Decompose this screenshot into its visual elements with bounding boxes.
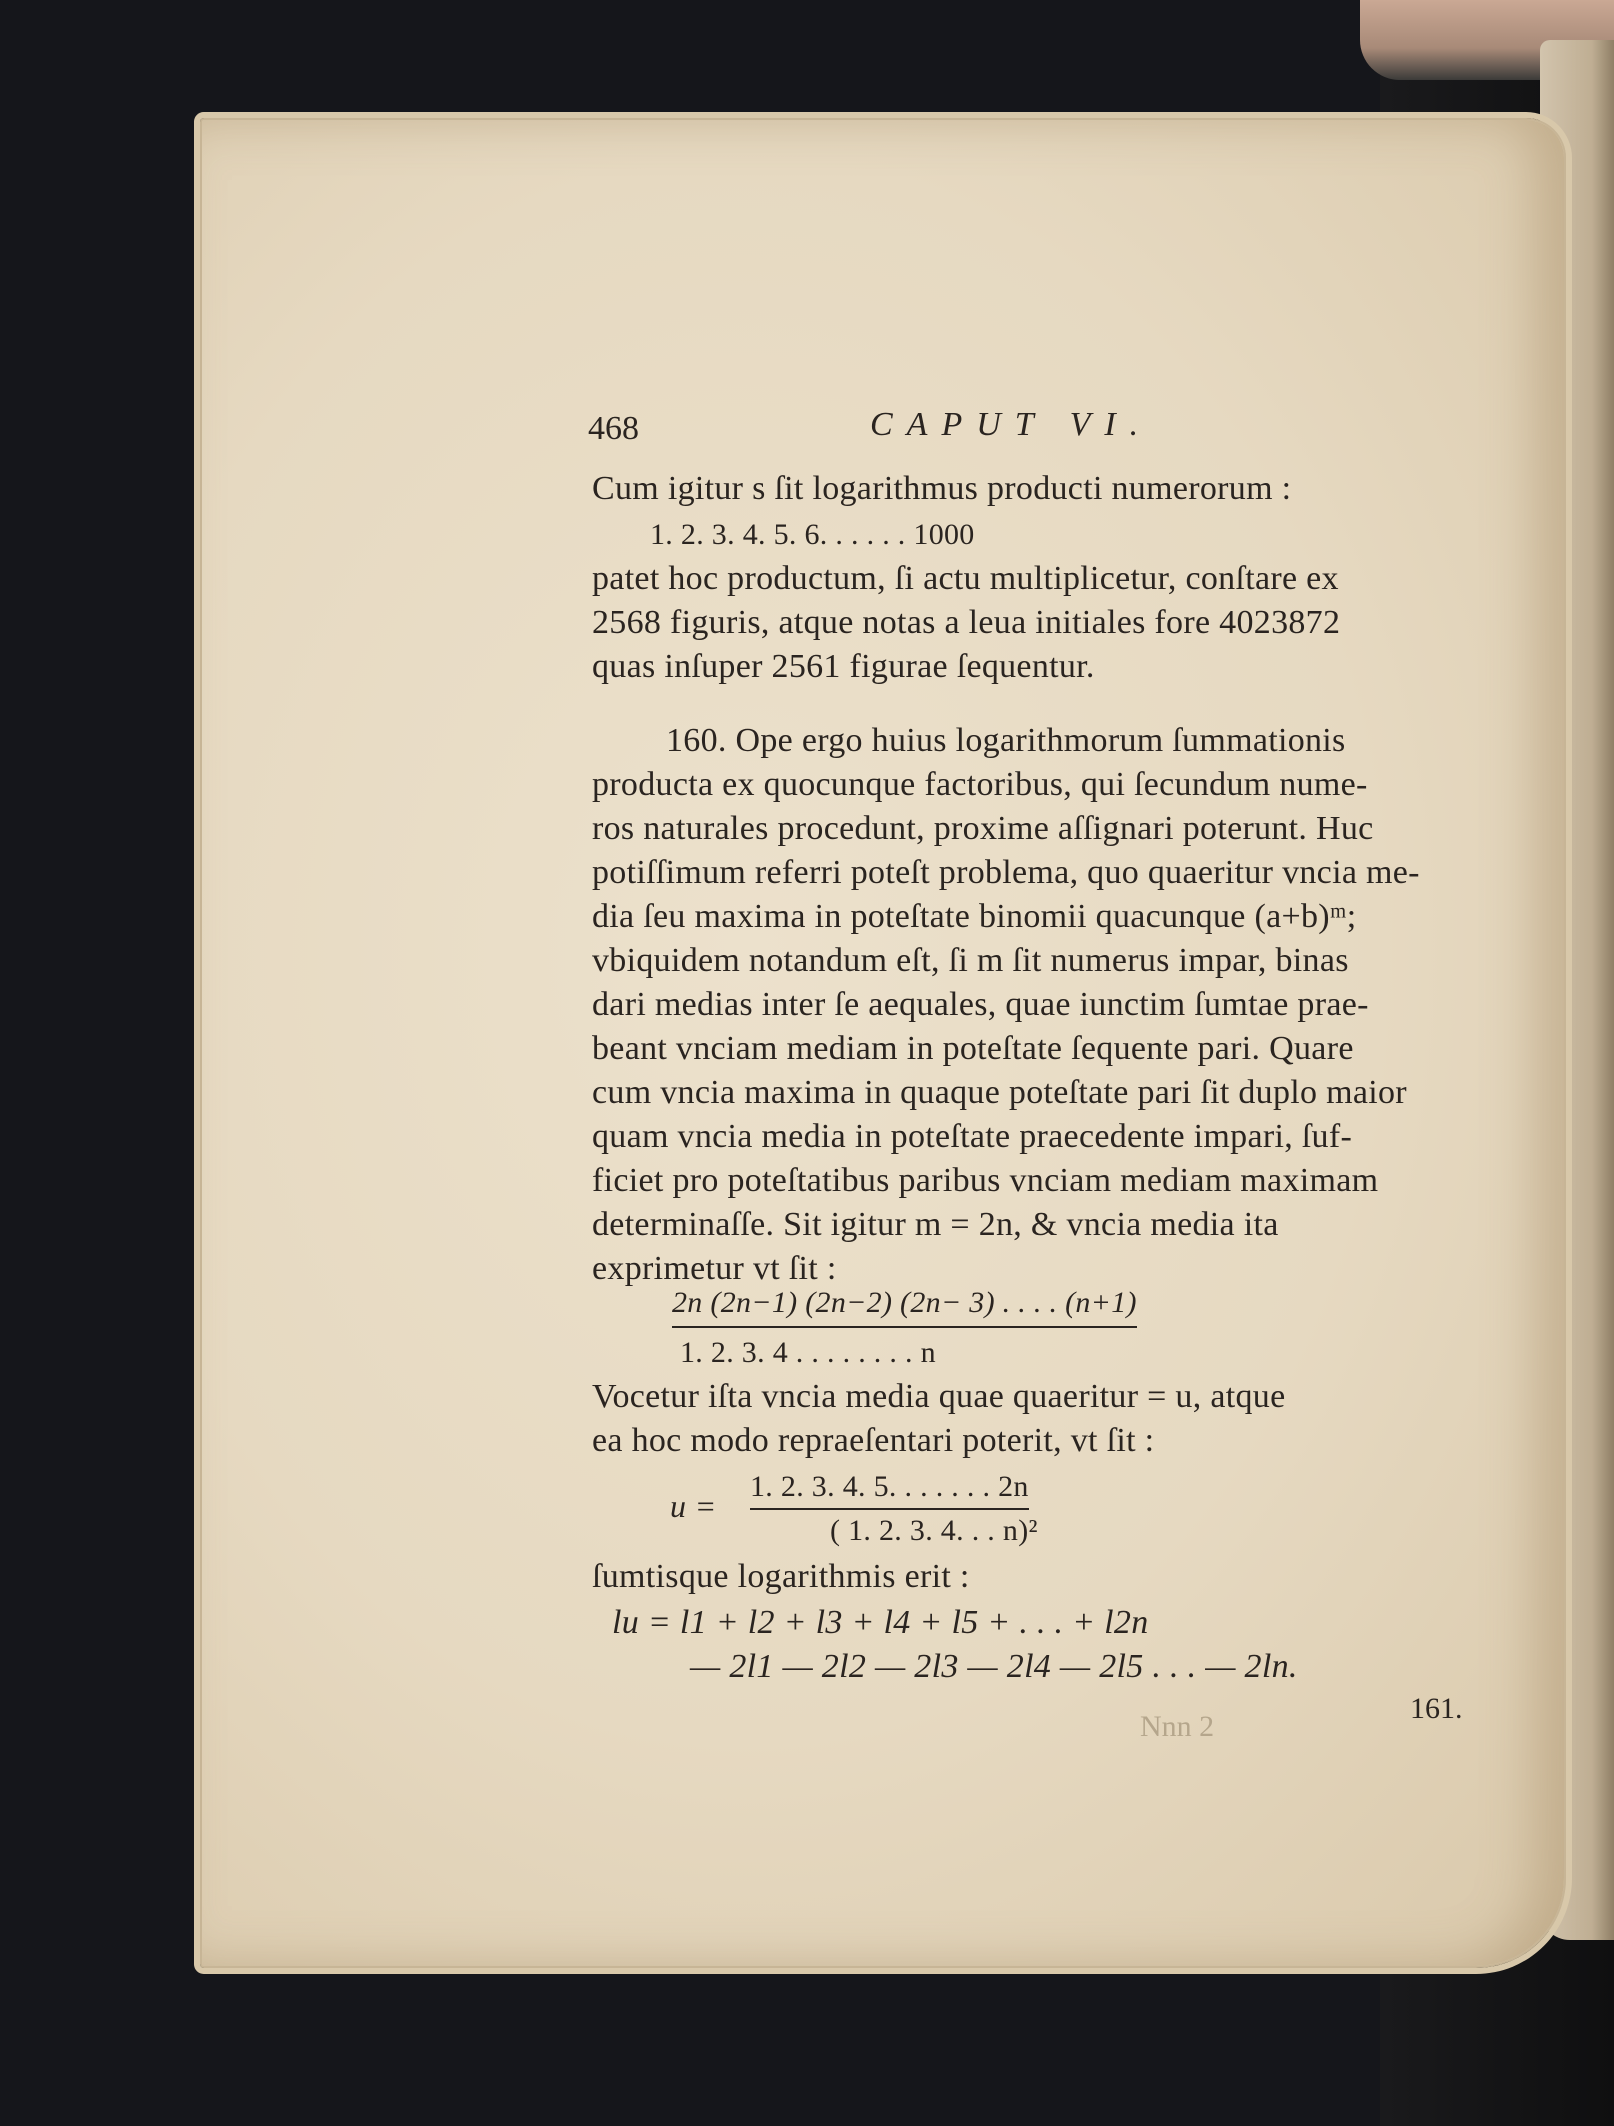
equation-line: — 2l1 — 2l2 — 2l3 — 2l4 — 2l5 . . . — 2ln.	[690, 1648, 1298, 1685]
text-line: exprimetur vt ſit :	[592, 1250, 837, 1287]
text-line: ros naturales procedunt, proxime aſſignari poterunt. Huc	[592, 810, 1374, 847]
text-line: ficiet pro poteſtatibus paribus vnciam mediam maximam	[592, 1162, 1379, 1199]
fraction-denominator: ( 1. 2. 3. 4. . . n)²	[830, 1514, 1038, 1547]
text-line: cum vncia maxima in quaque poteſtate pari ſit duplo maior	[592, 1074, 1407, 1111]
text-line: 2568 figuris, atque notas a leua initiales fore 4023872	[592, 604, 1341, 641]
fraction-denominator: 1. 2. 3. 4 . . . . . . . . n	[680, 1336, 936, 1369]
text-line: quas inſuper 2561 figurae ſequentur.	[592, 648, 1095, 685]
text-line: vbiquidem notandum eſt, ſi m ſit numerus impar, binas	[592, 942, 1349, 979]
text-line: ea hoc modo repraeſentari poterit, vt ſit :	[592, 1422, 1155, 1459]
text-line: dari medias inter ſe aequales, quae iunctim ſumtae prae-	[592, 986, 1369, 1023]
text-line: 1. 2. 3. 4. 5. 6. . . . . . 1000	[650, 518, 975, 551]
chapter-heading: CAPUT VI.	[870, 406, 1153, 443]
text-line: beant vnciam mediam in poteſtate ſequente pari. Quare	[592, 1030, 1354, 1067]
page-number: 468	[588, 410, 639, 447]
text-line: Cum igitur s ſit logarithmus producti numerorum :	[592, 470, 1292, 507]
text-line: dia ſeu maxima in poteſtate binomii quacunque (a+b)ᵐ;	[592, 898, 1357, 935]
text-line: Vocetur iſta vncia media quae quaeritur = u, atque	[592, 1378, 1286, 1415]
fraction-numerator: 1. 2. 3. 4. 5. . . . . . . 2n	[750, 1470, 1029, 1510]
text-line: patet hoc productum, ſi actu multiplicetur, conſtare ex	[592, 560, 1339, 597]
text-line: quam vncia media in poteſtate praecedente impari, ſuf-	[592, 1118, 1353, 1155]
text-line: ſumtisque logarithmis erit :	[592, 1558, 970, 1595]
text-line: determinaſſe. Sit igitur m = 2n, & vncia media ita	[592, 1206, 1279, 1243]
catchword: 161.	[1410, 1692, 1463, 1725]
fraction-numerator: 2n (2n−1) (2n−2) (2n− 3) . . . . (n+1)	[672, 1286, 1137, 1328]
text-line: potiſſimum referri poteſt problema, quo quaeritur vncia me-	[592, 854, 1420, 891]
bleed-through-text: Nnn 2	[1140, 1710, 1215, 1743]
equation-line: lu = l1 + l2 + l3 + l4 + l5 + . . . + l2n	[612, 1604, 1149, 1641]
equation-lhs: u =	[670, 1488, 717, 1524]
text-line: 160. Ope ergo huius logarithmorum ſummationis	[666, 722, 1346, 759]
text-line: producta ex quocunque factoribus, qui ſecundum nume-	[592, 766, 1368, 803]
